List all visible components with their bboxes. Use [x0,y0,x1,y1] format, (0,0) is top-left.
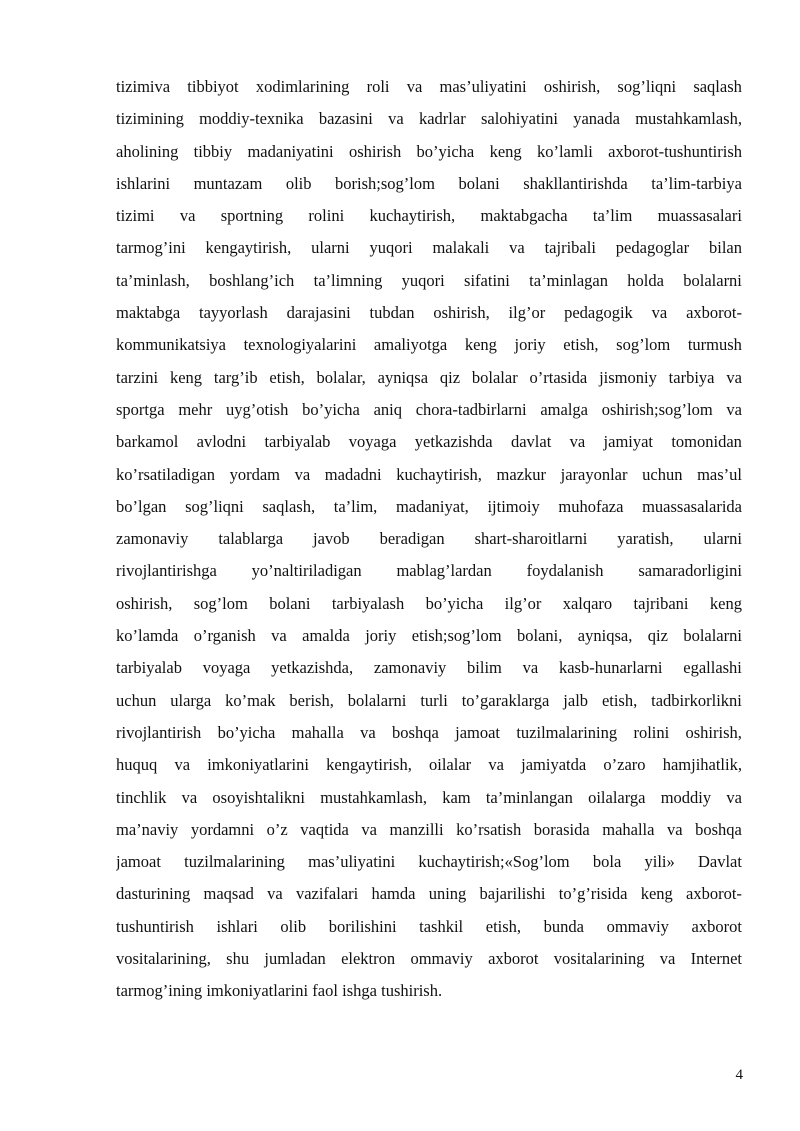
word: kuchaytirish, [396,464,482,484]
word: ta’minlangan [485,787,573,807]
word: rivojlantirishga [116,561,217,581]
word: sog’liqni [185,496,244,516]
text-line [116,459,742,491]
text-line [116,943,742,975]
word: tubdan [369,303,415,323]
word: amaliyotga [373,335,448,355]
word: vazifalari [295,884,359,904]
word: ommaviy [606,916,669,936]
word: axborot- [686,303,742,323]
word: to’garaklarga [461,690,550,710]
word: tizimining [116,109,184,129]
word: ko’lamli [536,141,593,161]
word: vositalarining [553,949,645,969]
body-paragraph [116,71,742,1008]
word: voyaga [202,658,251,678]
word: etish, [563,335,599,355]
word: tarmog’ini [116,238,186,258]
word: dasturining [116,884,191,904]
word: joriy [514,335,546,355]
word: tajribali [544,238,596,258]
word: madaniyatini [247,141,334,161]
word: va [726,399,742,419]
word: ularni [703,529,742,549]
word: rivojlantirish [116,722,202,742]
word: jamiyat [603,432,654,452]
word: qiz [647,626,668,646]
text-line [116,620,742,652]
word: va [179,206,196,226]
text-line [116,362,742,394]
word: axborot-tushuntirish [608,141,742,161]
text-line [116,911,742,943]
word: ilg’or [508,303,546,323]
word: va [726,787,742,807]
word: bolalarni [347,690,407,710]
word: bo’yicha [302,399,360,419]
word: ko’mak [225,690,276,710]
word: va [294,464,311,484]
word: va [406,77,423,96]
word: jamoat [455,722,501,742]
word: tizimi [116,206,155,226]
word: maktabga [116,303,181,323]
word: yuqori [369,238,413,258]
word: kadrlar [418,109,466,129]
word: va [360,722,376,742]
word: tinchlik [116,787,167,807]
word: jarayonlar [560,464,628,484]
word: Davlat [697,852,742,872]
text-line [116,265,742,297]
word: ularga [170,690,212,710]
word: egallashi [683,658,742,678]
word: maktabgacha [480,206,568,226]
word: va [174,755,191,775]
word: tadbirkorlikni [651,690,742,710]
word: o’rtasida [529,367,588,387]
word: ommaviy [410,949,473,969]
word: va [181,787,198,807]
word: kengaytirish, [326,755,412,775]
word: va [659,949,676,969]
word: uchun [642,464,683,484]
word: sog’lom [616,335,671,355]
word: sportning [220,206,284,226]
word: axborot [691,916,742,936]
word: turmush [687,335,742,355]
word: pedagogik [564,303,633,323]
word: va [388,109,404,129]
word: etish, [269,367,305,387]
word: moddiy-texnika [199,109,304,129]
word: muassasalarida [642,496,742,516]
text-line [116,426,742,458]
word: yo’naltiriladigan [251,561,362,581]
word: mustahkamlash, [635,109,742,129]
word: berish, [289,690,334,710]
word: bo’yicha [217,722,276,742]
word: mahalla [602,819,655,839]
text-line [116,232,742,264]
word: axborot [488,949,539,969]
word: imkoniyatlarini [207,755,309,775]
word: ayniqsa [377,367,429,387]
word: borish;sog’lom [335,173,435,193]
word: yetkazishda, [271,658,354,678]
word: bo’yicha [425,593,484,613]
word: boshqa [695,819,742,839]
word: bo’yicha [416,141,475,161]
text-line [116,588,742,620]
word: keng [169,367,203,387]
word: turli [420,690,448,710]
word: ishlari [216,916,258,936]
text-line [116,555,742,587]
word: yili» [644,852,675,872]
word: va [267,884,283,904]
word: avlodni [196,432,247,452]
word: kam [442,787,471,807]
text-line [116,103,742,135]
word: faol [312,981,338,1001]
word: ta’lim-tarbiya [651,173,742,193]
word: bolalarni [683,626,742,646]
word: tibbiyot [187,77,239,96]
word: zamonaviy [373,658,447,678]
word: yaratish, [617,529,674,549]
word: etish, [485,916,522,936]
word: kuchaytirish;«Sog’lom [418,852,570,872]
word: bajarilishi [479,884,546,904]
text-line [116,523,742,555]
word: ilg’or [504,593,542,613]
word: etish, [601,690,638,710]
word: va [271,626,287,646]
word: sog’liqni [617,77,677,96]
word: keng [640,884,673,904]
text-line [116,975,742,1007]
text-line [116,71,742,103]
text-line [116,814,742,846]
word: vositalarining, [116,949,211,969]
word: va [726,367,742,387]
word: va [569,432,586,452]
word: sportga [116,399,165,419]
word: shakllantirishda [523,173,628,193]
word: oshirish;sog’lom [601,399,713,419]
word: hamjihatlik, [662,755,742,775]
word: rolini [308,206,345,226]
word: ta’lim, [333,496,378,516]
word: rolini [633,722,670,742]
text-line [116,749,742,781]
word: o’zaro [603,755,646,775]
word: ta’limning [313,270,383,290]
word: muassasalari [657,206,742,226]
word: keng [464,335,497,355]
word: huquq [116,755,158,775]
text-line [116,717,742,749]
word: aniq [373,399,402,419]
text-line [116,846,742,878]
word: keng [489,141,522,161]
word: mustahkamlash, [320,787,427,807]
word: tuzilmalarining [516,722,618,742]
word: tajribani [633,593,689,613]
word: tushuntirish [116,916,194,936]
word: mas’uliyatini [439,77,527,96]
word: tushirish. [381,981,443,1001]
word: tizimiva [116,77,171,96]
word: tibbiy [193,141,233,161]
word: ko’rsatiladigan [116,464,215,484]
word: uning [428,884,467,904]
text-line [116,782,742,814]
word: holda [627,270,664,290]
word: borasida [533,819,590,839]
word: bolalar, [316,367,366,387]
text-line [116,200,742,232]
word: qiz [439,367,461,387]
word: roli [366,77,390,96]
word: oshirish, [685,722,742,742]
word: axborot- [686,884,742,904]
text-line [116,297,742,329]
word: uchun [116,690,157,710]
word: to’g’risida [558,884,628,904]
word: talablarga [218,529,284,549]
word: hamda [371,884,416,904]
word: saqlash [693,77,742,96]
word: ishga [342,981,377,1001]
word: va [488,755,504,775]
word: shart-sharoitlarni [474,529,588,549]
word: beradigan [379,529,445,549]
word: salohiyatini [480,109,558,129]
word: muntazam [193,173,263,193]
text-line [116,168,742,200]
word: amalga [540,399,588,419]
word: kengaytirish, [205,238,292,258]
word: imkoniyatlarini [206,981,309,1001]
word: bilan [708,238,742,258]
word: mas’uliyatini [308,852,396,872]
word: maqsad [203,884,254,904]
word: yanada [573,109,620,129]
text-line [116,394,742,426]
word: oilalar [429,755,472,775]
word: va [509,238,525,258]
word: o’z [266,819,288,839]
word: oshirish, [116,593,173,613]
word: samaradorligini [638,561,742,581]
word: bola [592,852,622,872]
word: yordam [229,464,280,484]
word: va [651,303,668,323]
word: bilim [467,658,502,678]
word: javob [312,529,350,549]
word: o’rganish [193,626,256,646]
word: texnologiyalarini [243,335,357,355]
word: sog’lom [193,593,248,613]
word: ta’minlash, [116,270,190,290]
word: yordamni [190,819,255,839]
word: bo’lgan [116,496,167,516]
word: darajasini [286,303,351,323]
word: amalda [302,626,350,646]
text-line [116,329,742,361]
word: oshirish [348,141,402,161]
word: borilishini [328,916,397,936]
word: bolalar [471,367,518,387]
word: jalb [563,690,589,710]
word: tarbiyalab [116,658,182,678]
word: tarbiyalash [331,593,405,613]
word: kasb-hunarlarni [558,658,663,678]
word: ko’rsatish [456,819,522,839]
word: jamoat [116,852,161,872]
word: manzilli [389,819,444,839]
word: oshirish, [543,77,601,96]
word: malakali [432,238,490,258]
word: Internet [690,949,742,969]
text-line [116,136,742,168]
word: olib [280,916,307,936]
word: joriy [365,626,397,646]
word: mazkur [496,464,547,484]
word: moddiy [660,787,712,807]
word: tarbiya [668,367,715,387]
word: madadni [324,464,382,484]
word: vaqtida [300,819,349,839]
word: barkamol [116,432,179,452]
word: jumladan [264,949,326,969]
word: sifatini [464,270,510,290]
word: olib [285,173,312,193]
word: va [361,819,377,839]
word: yetkazishda [414,432,493,452]
word: oilalarga [588,787,646,807]
word: ko’lamda [116,626,179,646]
word: bunda [543,916,584,936]
word: mehr [178,399,213,419]
word: bazasini [318,109,373,129]
word: saqlash, [262,496,316,516]
word: yuqori [401,270,445,290]
word: osoyishtalikni [212,787,305,807]
word: chora-tadbirlarni [415,399,527,419]
word: kuchaytirish, [369,206,456,226]
word: boshlang’ich [209,270,295,290]
word: uyg’otish [225,399,289,419]
word: tarmog’ining [116,981,203,1001]
word: mas’ul [697,464,742,484]
word: boshqa [392,722,439,742]
word: elektron [341,949,396,969]
text-line [116,878,742,910]
word: bolani, [517,626,563,646]
word: ularni [311,238,350,258]
word: ijtimoiy [487,496,540,516]
word: bolani [458,173,500,193]
page-number: 4 [735,1067,743,1083]
word: kommunikatsiya [116,335,226,355]
word: tayyorlash [198,303,268,323]
word: shu [226,949,250,969]
word: va [667,819,683,839]
word: mahalla [291,722,344,742]
word: foydalanish [526,561,604,581]
word: targ’ib [213,367,258,387]
word: bolalarni [683,270,742,290]
word: keng [709,593,742,613]
word: tomonidan [671,432,742,452]
word: muhofaza [558,496,624,516]
text-line [116,491,742,523]
word: tuzilmalarining [184,852,285,872]
word: tarzini [116,367,159,387]
word: va [522,658,539,678]
word: oshirish, [433,303,490,323]
word: etish;sog’lom [411,626,502,646]
word: davlat [510,432,552,452]
word: jismoniy [599,367,657,387]
word: ma’naviy [116,819,179,839]
word: bolani [269,593,311,613]
word: tarbiyalab [264,432,331,452]
word: tashkil [419,916,464,936]
word: xalqaro [562,593,613,613]
word: madaniyat, [395,496,469,516]
word: ta’minlagan [529,270,608,290]
word: ta’lim [592,206,633,226]
word: voyaga [348,432,397,452]
word: jamiyatda [521,755,587,775]
text-line [116,652,742,684]
word: ishlarini [116,173,171,193]
word: xodimlarining [255,77,350,96]
word: ayniqsa, [577,626,633,646]
word: pedagoglar [615,238,690,258]
text-line [116,685,742,717]
word: aholining [116,141,179,161]
word: zamonaviy [116,529,189,549]
word: mablag’lardan [396,561,492,581]
